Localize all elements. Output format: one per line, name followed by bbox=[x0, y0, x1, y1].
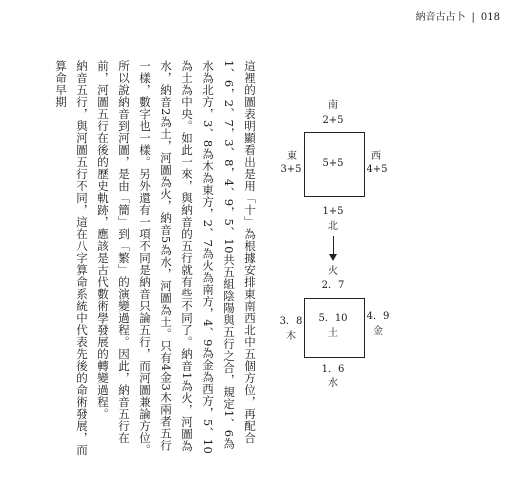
water-number: 1．6 bbox=[321, 364, 345, 375]
paragraph-1: 這裡的圖表明顯看出是用「十」為根據安排東南西北中五個方位，再配合1、6，2、7，3、8，4、9，5、10共五組陰陽與五行之合，規定1、6為水為北方，3、8為木為東方，2、7為火為南方，4、9為金為西方，5、10為土為中央。如此一來，與納音的五行就有些不同了。納音1為火，河圖為水，納音2為土，河圖為火，納音5為水，河圖為土。只有4金3木兩者五行一樣，數字也一樣。另外還有一項不同是納音只論五行，而河圖兼論方位。所以說納音到河圖，是由「簡」到「繁」的演變過程。因此，納音五行在前，河圖五行在後的歷史軌跡，應該是古代數術學發展的轉變過程。 bbox=[96, 60, 257, 456]
east-number: 3+5 bbox=[280, 164, 302, 175]
metal-label: 金 bbox=[373, 326, 383, 337]
earth-number: 5．10 bbox=[318, 313, 348, 324]
header-separator: | bbox=[471, 12, 475, 23]
west-number: 4+5 bbox=[366, 164, 388, 175]
west-label: 西 bbox=[371, 151, 381, 162]
arrow-shaft bbox=[333, 236, 334, 256]
north-number: 1+5 bbox=[322, 206, 344, 217]
center-number: 5+5 bbox=[322, 158, 344, 169]
north-label: 北 bbox=[328, 221, 338, 232]
south-label: 南 bbox=[328, 100, 338, 111]
metal-number: 4．9 bbox=[366, 311, 390, 322]
earth-label: 土 bbox=[328, 328, 338, 339]
water-label: 水 bbox=[328, 378, 338, 389]
paragraph-2: 納音五行，與河圖五行不同，這在八字算命系統中代表先後的命術發展，而算命早期 bbox=[54, 60, 89, 456]
south-number: 2+5 bbox=[322, 115, 344, 126]
header-title: 納音古占卜 bbox=[415, 12, 466, 23]
fire-label: 火 bbox=[328, 266, 338, 277]
fire-number: 2．7 bbox=[321, 280, 345, 291]
down-arrow-icon bbox=[329, 254, 337, 261]
page-number: 018 bbox=[480, 12, 500, 23]
wood-number: 3．8 bbox=[279, 316, 303, 327]
wood-label: 木 bbox=[286, 331, 296, 342]
east-label: 東 bbox=[287, 151, 297, 162]
